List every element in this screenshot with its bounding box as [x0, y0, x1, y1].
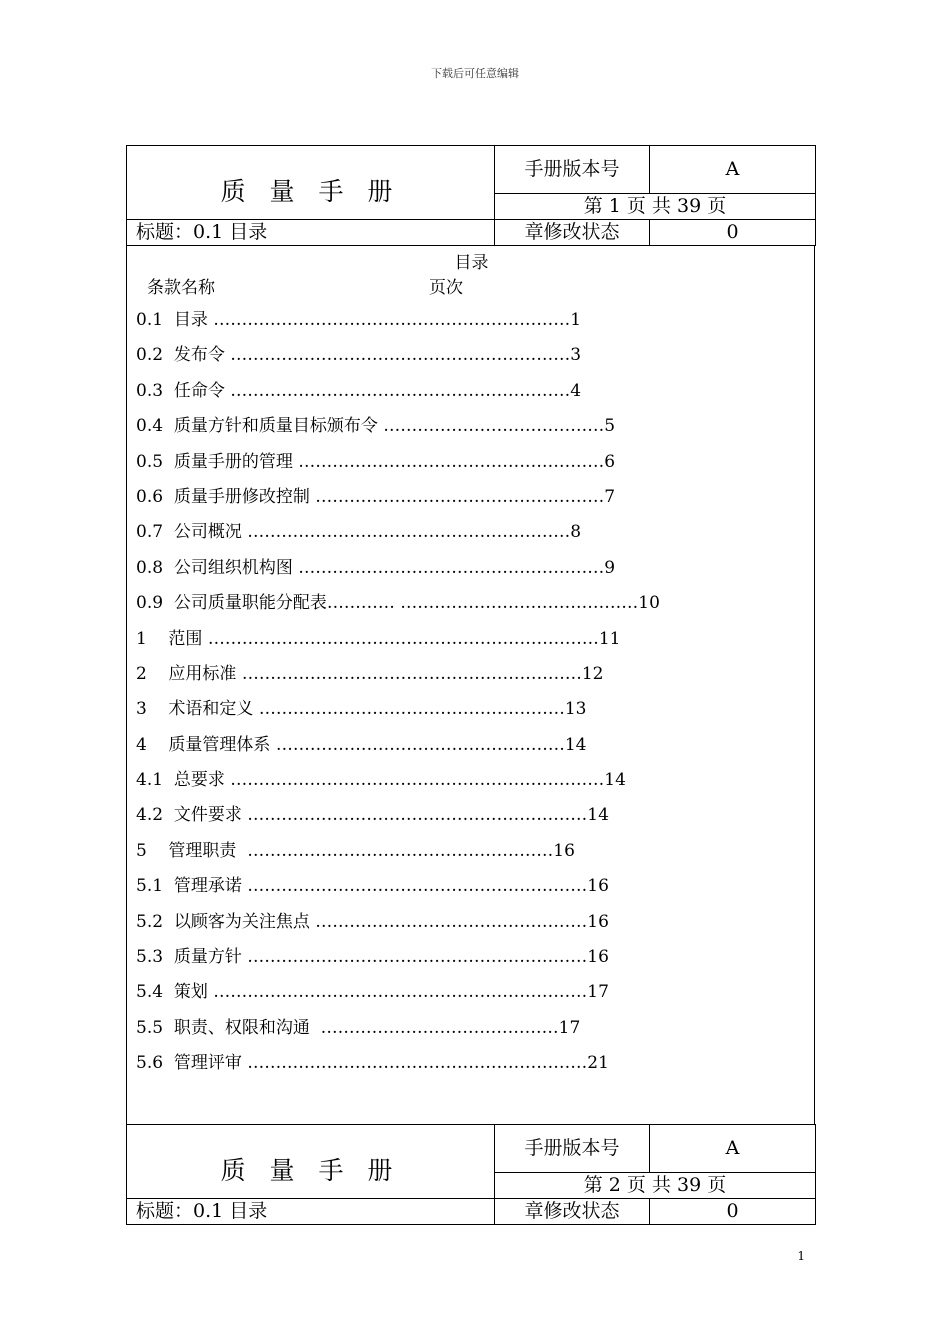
- toc-item-dots: …………………………………………………………: [213, 982, 588, 1003]
- toc-item-page: 16: [587, 876, 609, 897]
- toc-item-dots: ……………………………………………………: [247, 805, 588, 826]
- toc-item: [136, 657, 660, 692]
- toc-item-text: 0.3 任命令: [136, 380, 231, 401]
- version-value: A: [650, 1125, 816, 1173]
- toc-item-text: 2 应用标准: [136, 663, 242, 684]
- toc-item-text: 5.4 策划: [136, 982, 214, 1003]
- header-table-1: [126, 145, 816, 246]
- version-label: 手册版本号: [495, 146, 650, 194]
- toc-item-text: 0.9 公司质量职能分配表: [136, 593, 327, 614]
- toc-item-text: 5 管理职责: [136, 840, 248, 861]
- page-header: 下载后可任意编辑: [431, 67, 519, 80]
- toc-item: [136, 622, 660, 657]
- page-number: 1: [797, 1249, 805, 1263]
- toc-item-dots: …………………………………………: [315, 911, 588, 932]
- toc-item-text: 5.6 管理评审: [136, 1053, 248, 1074]
- toc-item-page: 16: [587, 947, 609, 968]
- toc-col-name: 条款名称: [147, 278, 215, 298]
- status-value: 0: [650, 1199, 816, 1225]
- toc-list: [136, 303, 660, 1082]
- toc-item-page: 4: [570, 380, 582, 401]
- header-table-2: [126, 1124, 816, 1225]
- toc-item-page: 16: [553, 840, 575, 861]
- toc-item-page: 1: [570, 310, 582, 330]
- toc-item-dots: ……………………………………: [320, 1017, 559, 1038]
- toc-item-dots: ……………………………………………: [275, 734, 565, 755]
- toc-item-page: 17: [558, 1017, 581, 1038]
- subject: 标题：0.1 目录: [127, 220, 495, 246]
- toc-item: [136, 551, 660, 586]
- toc-item-dots: ………………………………………………: [247, 840, 554, 861]
- toc-item-text: 0.5 质量手册的管理: [136, 451, 299, 472]
- page-info: 第 2 页 共 39 页: [495, 1173, 816, 1199]
- version-label: 手册版本号: [495, 1125, 650, 1173]
- toc-item: [136, 869, 660, 904]
- toc-item-page: 16: [587, 911, 609, 932]
- toc-item: [136, 515, 660, 550]
- toc-item-text: 0.1 目录: [136, 310, 214, 330]
- toc-item-text: 4 质量管理体系: [136, 734, 276, 755]
- toc-item-text: 0.7 公司概况: [136, 522, 248, 543]
- toc-item-dots: ……………………………………………………: [230, 345, 571, 366]
- toc-item-page: 21: [587, 1053, 609, 1074]
- toc-item: [136, 303, 660, 338]
- toc-item-text: 0.4 质量方针和质量目标颁布令: [136, 416, 384, 437]
- toc-item: [136, 374, 660, 409]
- toc-item-dots: ………… ……………………………………: [326, 593, 639, 614]
- status-label: 章修改状态: [495, 1199, 650, 1225]
- toc-item-dots: ………………………………………………: [298, 557, 605, 578]
- toc-item-page: 12: [581, 663, 604, 684]
- subject: 标题：0.1 目录: [127, 1199, 495, 1225]
- toc-item-text: 5.1 管理承诺: [136, 876, 248, 897]
- toc-item: [136, 692, 660, 727]
- toc-item-dots: …………………………………: [383, 416, 605, 437]
- status-label: 章修改状态: [495, 220, 650, 246]
- toc-item-page: 8: [570, 522, 582, 543]
- toc-item-text: 0.2 发布令: [136, 345, 231, 366]
- toc-item-text: 0.6 质量手册修改控制: [136, 486, 316, 507]
- toc-item-text: 4.1 总要求: [136, 770, 231, 791]
- toc-item-dots: ……………………………………………………: [247, 1053, 588, 1074]
- toc-item: [136, 480, 660, 515]
- toc-item-dots: ……………………………………………………: [241, 663, 582, 684]
- toc-item-dots: ………………………………………………………: [213, 310, 571, 330]
- toc-item-page: 17: [587, 982, 609, 1003]
- toc-item-dots: ……………………………………………………: [230, 380, 571, 401]
- toc-item-page: 14: [604, 770, 626, 791]
- toc-item: [136, 1011, 660, 1046]
- toc-item: [136, 763, 660, 798]
- toc-item-text: 5.3 质量方针: [136, 947, 248, 968]
- toc-item-dots: …………………………………………………………: [230, 770, 605, 791]
- toc-item-text: 4.2 文件要求: [136, 805, 248, 826]
- toc-item-dots: ……………………………………………………………: [207, 628, 599, 649]
- page-info: 第 1 页 共 39 页: [495, 194, 816, 220]
- toc-item-text: 1 范围: [136, 628, 208, 649]
- toc-item-page: 6: [604, 451, 616, 472]
- toc-item: [136, 586, 660, 621]
- toc-item-text: 0.8 公司组织机构图: [136, 557, 299, 578]
- toc-item-page: 9: [604, 557, 616, 578]
- toc-item: [136, 975, 660, 1010]
- version-value: A: [650, 146, 816, 194]
- toc-item-text: 5.5 职责、权限和沟通: [136, 1017, 321, 1038]
- toc-section: [126, 245, 815, 1124]
- toc-item: [136, 338, 660, 373]
- toc-item-dots: …………………………………………………: [247, 522, 571, 543]
- toc-item-page: 7: [604, 486, 616, 507]
- toc-item: [136, 445, 660, 480]
- toc-item-page: 3: [570, 345, 582, 366]
- toc-item: [136, 728, 660, 763]
- toc-item-dots: ……………………………………………: [315, 486, 605, 507]
- toc-item-page: 11: [598, 628, 621, 649]
- toc-item-text: 3 术语和定义: [136, 699, 259, 720]
- toc-item: [136, 1046, 660, 1081]
- toc-item-dots: ……………………………………………………: [247, 876, 588, 897]
- toc-item-page: 5: [604, 416, 616, 437]
- toc-item-page: 10: [638, 593, 660, 614]
- manual-title: 质 量 手 册: [127, 1125, 495, 1199]
- toc-item: [136, 905, 660, 940]
- manual-title: 质 量 手 册: [127, 146, 495, 220]
- toc-item: [136, 834, 660, 869]
- toc-item-dots: ………………………………………………: [258, 699, 565, 720]
- status-value: 0: [650, 220, 816, 246]
- toc-col-page: 页次: [429, 278, 463, 298]
- toc-item-text: 5.2 以顾客为关注焦点: [136, 911, 316, 932]
- toc-item: [136, 409, 660, 444]
- toc-item: [136, 940, 660, 975]
- toc-item-page: 14: [587, 805, 609, 826]
- toc-item: [136, 798, 660, 833]
- toc-item-dots: ……………………………………………………: [247, 947, 588, 968]
- toc-title: 目录: [454, 253, 489, 273]
- toc-item-page: 13: [564, 699, 587, 720]
- toc-item-page: 14: [564, 734, 587, 755]
- toc-item-dots: ………………………………………………: [298, 451, 605, 472]
